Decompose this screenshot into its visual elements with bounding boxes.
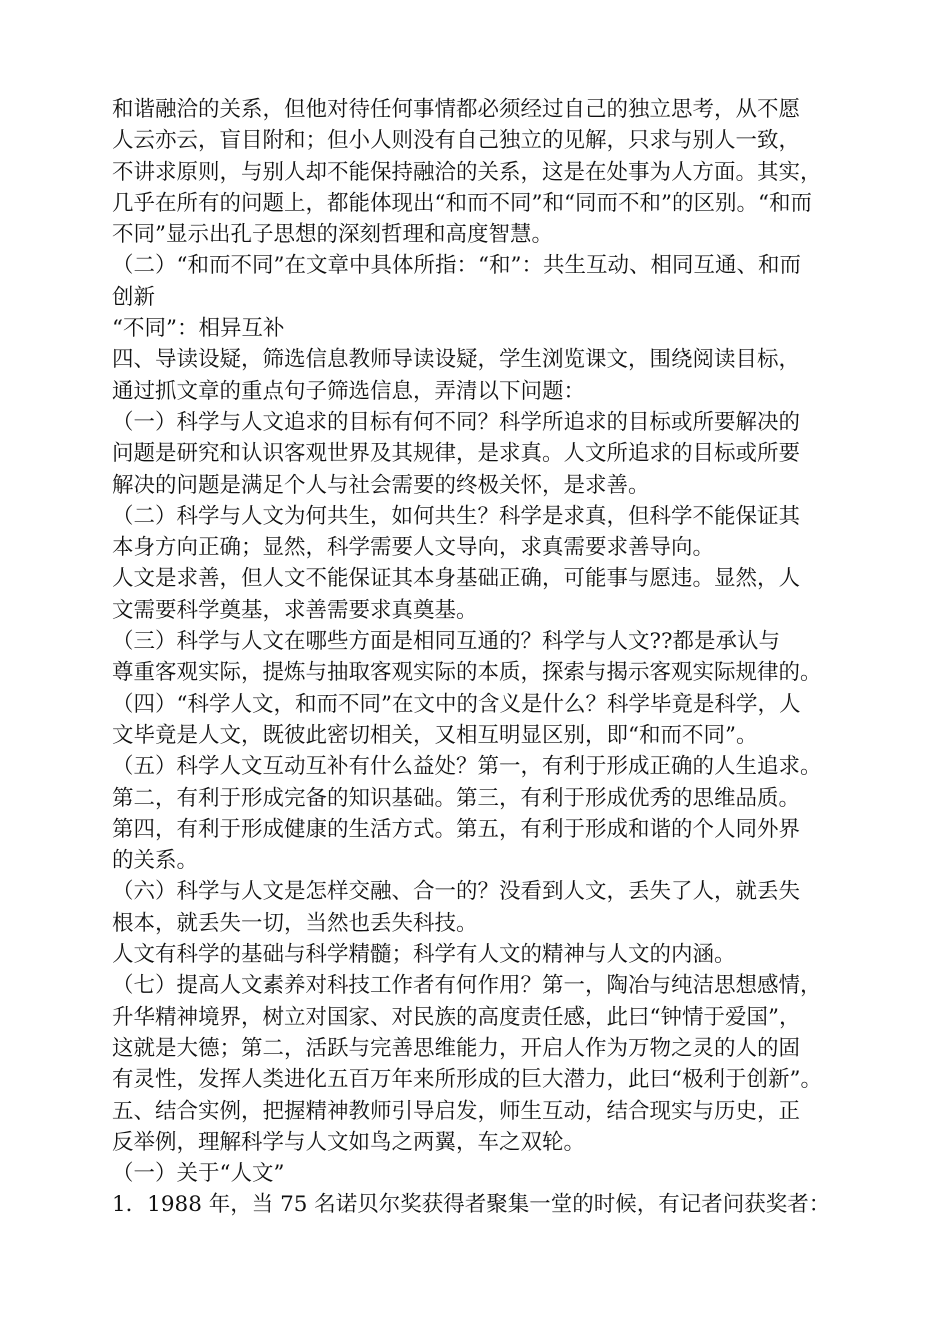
text-line: （二）科学与人文为何共生，如何共生？科学是求真，但科学不能保证其: [112, 503, 801, 529]
text-line: 不同”显示出孔子思想的深刻哲理和高度智慧。: [112, 222, 553, 248]
text-line: （四）“科学人文，和而不同”在文中的含义是什么？科学毕竟是科学，人: [112, 691, 801, 717]
document-body: [112, 94, 882, 1221]
text-line: （五）科学人文互动互补有什么益处？第一，有利于形成正确的人生追求。: [112, 754, 822, 780]
text-line: （七）提高人文素养对科技工作者有何作用？第一，陶冶与纯洁思想感情，: [112, 973, 822, 999]
text-line: （一）关于“人文”: [112, 1161, 285, 1187]
text-line: （六）科学与人文是怎样交融、合一的？没看到人文，丢失了人，就丢失: [112, 879, 801, 905]
text-line: 人云亦云，盲目附和；但小人则没有自己独立的见解，只求与别人一致，: [112, 128, 801, 154]
text-line: 1．1988 年，当 75 名诺贝尔奖获得者聚集一堂的时候，有记者问获奖者：: [112, 1192, 831, 1218]
text-line: 人文是求善，但人文不能保证其本身基础正确，可能事与愿违。显然，人: [112, 566, 801, 592]
text-line: 文需要科学奠基，求善需要求真奠基。: [112, 597, 478, 623]
text-line: 解决的问题是满足个人与社会需要的终极关怀，是求善。: [112, 472, 650, 498]
text-line: 这就是大德；第二，活跃与完善思维能力，开启人作为万物之灵的人的固: [112, 1035, 801, 1061]
text-line: 不讲求原则，与别人却不能保持融洽的关系，这是在处事为人方面。其实，: [112, 159, 822, 185]
text-line: 人文有科学的基础与科学精髓；科学有人文的精神与人文的内涵。: [112, 942, 736, 968]
text-line: （一）科学与人文追求的目标有何不同？科学所追求的目标或所要解决的: [112, 409, 801, 435]
text-line: 反举例，理解科学与人文如鸟之两翼，车之双轮。: [112, 1129, 586, 1155]
text-line: 通过抓文章的重点句子筛选信息，弄清以下问题：: [112, 378, 586, 404]
text-line: 问题是研究和认识客观世界及其规律，是求真。人文所追求的目标或所要: [112, 441, 801, 467]
text-line: 根本，就丢失一切，当然也丢失科技。: [112, 910, 478, 936]
text-line: 几乎在所有的问题上，都能体现出“和而不同”和“同而不和”的区别。“和而: [112, 190, 812, 216]
text-line: 尊重客观实际，提炼与抽取客观实际的本质，探索与揭示客观实际规律的。: [112, 660, 822, 686]
text-line: 五、结合实例，把握精神教师引导启发，师生互动，结合现实与历史，正: [112, 1098, 801, 1124]
text-line: 有灵性，发挥人类进化五百万年来所形成的巨大潜力，此曰“极利于创新”。: [112, 1067, 822, 1093]
text-line: 和谐融洽的关系，但他对待任何事情都必须经过自己的独立思考，从不愿: [112, 97, 801, 122]
text-line: 的关系。: [112, 848, 199, 874]
text-line: 创新: [112, 284, 156, 310]
text-line: 四、导读设疑，筛选信息教师导读设疑，学生浏览课文，围绕阅读目标，: [112, 347, 801, 373]
text-line: 第四，有利于形成健康的生活方式。第五，有利于形成和谐的个人同外界: [112, 816, 801, 842]
text-line: “不同”：相异互补: [112, 316, 285, 342]
text-line: 第二，有利于形成完备的知识基础。第三，有利于形成优秀的思维品质。: [112, 785, 801, 811]
text-line: （三）科学与人文在哪些方面是相同互通的？科学与人文??都是承认与: [112, 629, 781, 655]
text-line: （二）“和而不同”在文章中具体所指：“和”：共生互动、相同互通、和而: [112, 253, 801, 279]
text-line: 本身方向正确；显然，科学需要人文导向，求真需要求善导向。: [112, 535, 715, 561]
text-line: 升华精神境界，树立对国家、对民族的高度责任感，此曰“钟情于爱国”，: [112, 1004, 801, 1030]
text-line: 文毕竟是人文，既彼此密切相关，又相互明显区别，即“和而不同”。: [112, 722, 758, 748]
